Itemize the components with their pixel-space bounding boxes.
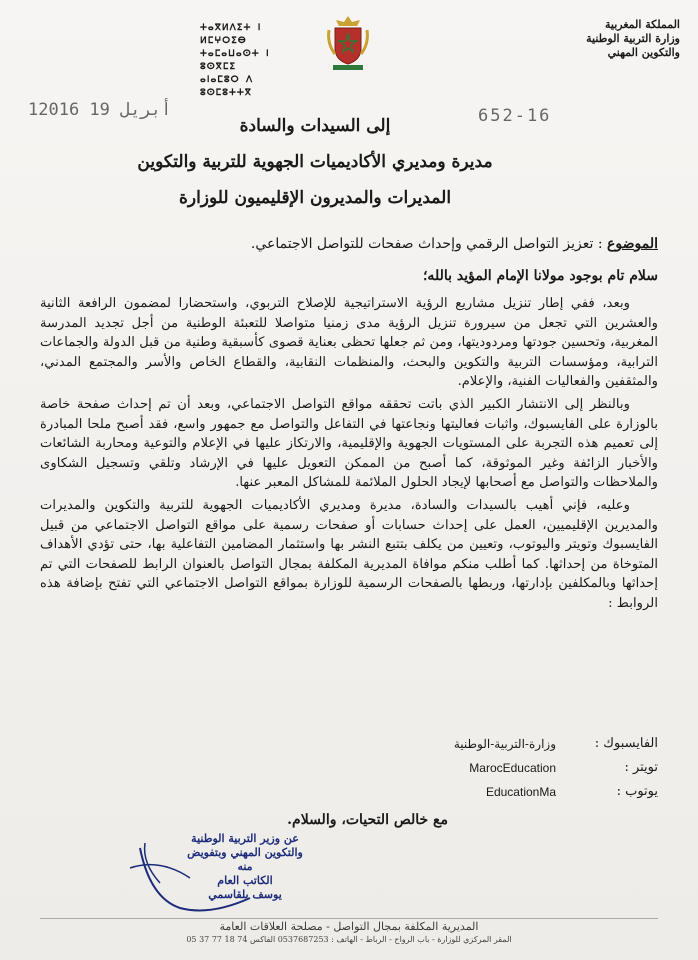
royal-emblem-icon bbox=[325, 14, 371, 72]
subject-text: : تعزيز التواصل الرقمي وإحداث صفحات للتواصل الاجتماعي. bbox=[250, 236, 603, 252]
footer-department: المديرية المكلفة بمجال التواصل - مصلحة العلاقات العامة bbox=[219, 920, 479, 933]
addressee-line: المديرات والمديرون الإقليميون للوزارة bbox=[178, 188, 452, 208]
signature-line: يوسف بلقاسمي bbox=[208, 888, 282, 901]
platform-handle: وزارة-التربية-الوطنية bbox=[453, 737, 556, 751]
greeting: سلام تام بوجود مولانا الإمام المؤيد بالله؛ bbox=[422, 268, 658, 284]
ministry-header-arabic bbox=[530, 18, 680, 60]
addressee-line: إلى السيدات والسادة bbox=[239, 116, 391, 136]
signature-block bbox=[180, 832, 310, 902]
footer-divider bbox=[40, 918, 658, 919]
list-item bbox=[380, 780, 658, 804]
platform-label: تويتر : bbox=[624, 760, 658, 775]
tifinagh-line: ⵜⴰⵎⴰⵡⴰⵙⵜ ⵏ ⵓⵙⴳⵎⵉ bbox=[200, 49, 270, 72]
tifinagh-line: ⴰⵏⴰⵎⵓⵔ ⴷ ⵓⵙⵎⵓⵜⵜⴳ bbox=[200, 75, 254, 98]
addressee-line: مديرة ومديري الأكاديميات الجهوية للتربية والتكوين bbox=[137, 152, 493, 172]
addressee-block bbox=[100, 108, 530, 216]
closing-salutation: مع خالص التحيات، والسلام. bbox=[287, 812, 448, 828]
platform-handle: EducationMa bbox=[485, 785, 556, 799]
body-paragraph: وبالنظر إلى الانتشار الكبير الذي باتت تحققه مواقع التواصل الاجتماعي، وبعد أن تم إحداث صفحة خاصة بالوزارة على الفايسبوك، واثبات فعاليتها ونجاعتها في التفاعل والتواصل مع جمهور واسع، فقد أصبح ملحا المبادرة إلى تعميم هذه التجربة على المستويات الجهوية والإقليمية، والارتكاز عليها في الإعلام والتوعية ومحاربة الشائعات والأخبار الزائفة وغير الموثوقة، كما أصبح من الممكن التعويل عليها في الإرشاد وتلقي وتسجيل الشكاوى والملاحظات والتواصل مع أصحابها لإيجاد الحلول الملائمة للمشاكل المعبر عنها. bbox=[40, 396, 658, 491]
platform-label: يوتوب : bbox=[616, 784, 658, 799]
reference-number-stamp: 652-16 bbox=[478, 106, 552, 126]
footer-contact: المقر المركزي للوزارة - باب الرواح - الرباط - الهاتف : 0537687253 الفاكس 74 18 77 37 05 bbox=[186, 935, 512, 944]
date-stamp: 12016 أبريل 19 bbox=[28, 100, 172, 120]
platform-label: الفايسبوك : bbox=[594, 736, 658, 751]
signature-line: الكاتب العام bbox=[217, 874, 273, 887]
signature-line: والتكوين المهني وبتفويض منه bbox=[187, 846, 303, 873]
body-paragraph: وعليه، فإني أهيب بالسيدات والسادة، مديرة ومديري الأكاديميات الجهوية للتربية والتكوين والمديرات والمديرين الإقليميين، العمل على إحداث حسابات أو صفحات رسمية على مواقع التواصل الاجتماعي من قبيل الفايسبوك وتويتر واليوتوب، وتعيين من يكلف بتتبع النشر بها واستثمار المضامين التفاعلية بها، حتى تؤدي الأهداف المتوخاة من إحداثها. كما أطلب منكم موافاة المديرية المكلفة بمجال التواصل بالعنوان الرابط للصفحات التي تم إحداثها وبالمكلفين بإدارتها، وربطها بالصفحات الرسمية للوزارة بمواقع التواصل الاجتماعي التي تفتح بإضافة هذه الروابط : bbox=[40, 497, 658, 611]
ministry-header-tifinagh bbox=[200, 22, 310, 100]
subject-label: الموضوع bbox=[607, 236, 658, 252]
platform-handle: MarocEducation bbox=[469, 761, 556, 775]
tifinagh-line: ⵜⴰⴳⵍⴷⵉⵜ ⵏ ⵍⵎⵖⵔⵉⴱ bbox=[200, 23, 262, 46]
signature-line: عن وزير التربية الوطنية bbox=[191, 832, 299, 845]
list-item bbox=[380, 756, 658, 780]
body-paragraph: وبعد، ففي إطار تنزيل مشاريع الرؤية الاستراتيجية للإصلاح التربوي، واستحضارا لمضمون الرافعة الثانية والعشرين التي تجعل من سيرورة تنزيل الرؤية مدى زمنيا متواصلا للتعبئة الوطنية من أجل تجديد المدرسة المغربية، وتحسين جودتها ومردوديتها، ومن ثم جعلها تحظى بعناية قصوى كأسبقية وطنية من قبل الدولة والجماعات الترابية، ومؤسسات التربية والتكوين والبحث، والمنظمات النقابية، والقطاع الخاص والأسر والمجتمع المدني، والمثقفين والفعاليات الفنية، والإعلام. bbox=[40, 296, 658, 390]
subject-line bbox=[251, 236, 658, 252]
header-line: المملكة المغربية bbox=[605, 18, 680, 31]
letter-body bbox=[40, 294, 658, 617]
social-links-list bbox=[380, 732, 658, 804]
list-item bbox=[380, 732, 658, 756]
footer bbox=[0, 920, 698, 944]
header-line: وزارة التربية الوطنية bbox=[586, 32, 680, 45]
header-line: والتكوين المهني bbox=[607, 46, 680, 59]
